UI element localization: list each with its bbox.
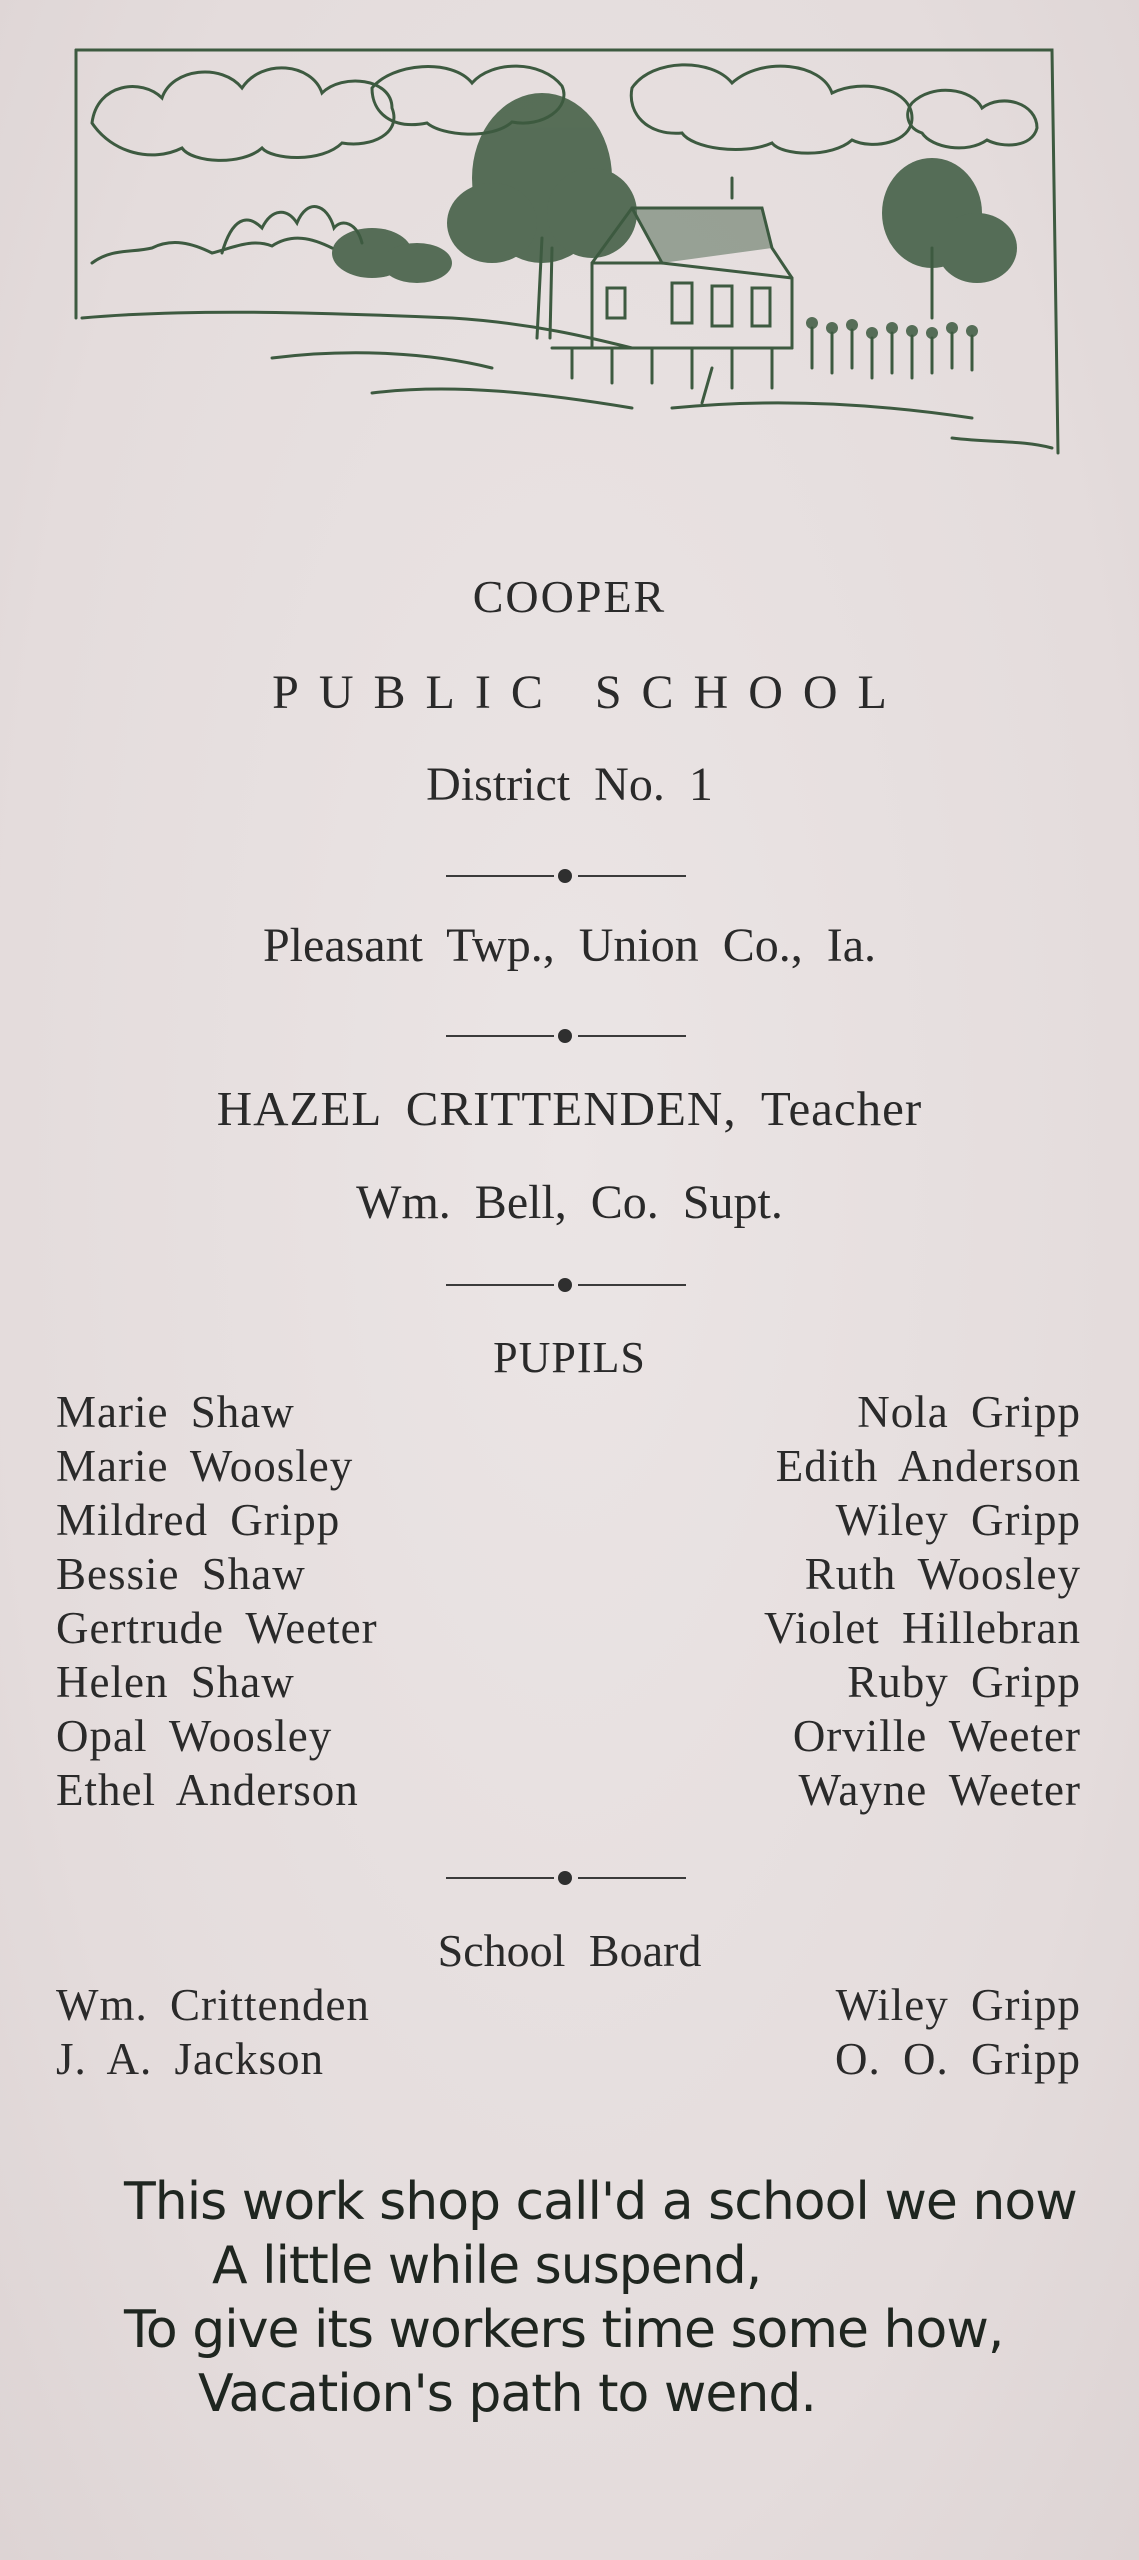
divider-dot-icon [558, 1278, 572, 1292]
poem-line: To give its workers time some how, [124, 2300, 1004, 2360]
pupil-name: Wayne Weeter [798, 1765, 1081, 1815]
board-member-name: Wm. Crittenden [56, 1980, 370, 2030]
dot-divider-1 [446, 866, 686, 886]
dot-divider-4 [446, 1868, 686, 1888]
pupil-row [56, 1439, 1081, 1493]
pupil-name: Bessie Shaw [56, 1549, 306, 1599]
dot-divider-3 [446, 1275, 686, 1295]
pupil-row [56, 1547, 1081, 1601]
pupils-list [56, 1385, 1081, 1817]
pupil-row [56, 1385, 1081, 1439]
board-member-name: Wiley Gripp [835, 1980, 1081, 2030]
board-member-name: J. A. Jackson [56, 2034, 324, 2084]
school-board-heading: School Board [437, 1925, 702, 1976]
divider-dot-icon [558, 1871, 572, 1885]
location: Pleasant Twp., Union Co., Ia. [262, 919, 877, 972]
schoolhouse-illustration [72, 48, 1062, 458]
divider-dot-icon [558, 869, 572, 883]
closing-poem [0, 2170, 1139, 2426]
pupil-name: Nola Gripp [857, 1387, 1081, 1437]
pupil-name: Opal Woosley [56, 1711, 333, 1761]
pupil-name: Mildred Gripp [56, 1495, 341, 1545]
poem-line: This work shop call'd a school we now [124, 2172, 1077, 2232]
board-row [56, 1978, 1081, 2032]
pupil-name: Marie Woosley [56, 1441, 354, 1491]
pupil-row [56, 1763, 1081, 1817]
pupil-row [56, 1709, 1081, 1763]
pupil-name: Wiley Gripp [835, 1495, 1081, 1545]
pupil-name: Ethel Anderson [56, 1765, 359, 1815]
pupil-name: Helen Shaw [56, 1657, 295, 1707]
school-type: PUBLIC SCHOOL [272, 666, 907, 719]
pupil-row [56, 1655, 1081, 1709]
pupil-name: Marie Shaw [56, 1387, 295, 1437]
pupil-row [56, 1493, 1081, 1547]
pupils-heading: PUPILS [493, 1333, 646, 1382]
board-member-name: O. O. Gripp [835, 2034, 1081, 2084]
poem-line: Vacation's path to wend. [198, 2364, 816, 2424]
pupil-row [56, 1601, 1081, 1655]
superintendent-line: Wm. Bell, Co. Supt. [356, 1176, 783, 1229]
dot-divider-2 [446, 1026, 686, 1046]
pupil-name: Edith Anderson [775, 1441, 1081, 1491]
school-name: COOPER [472, 571, 667, 622]
pupil-name: Violet Hillebran [764, 1603, 1081, 1653]
pupil-name: Orville Weeter [792, 1711, 1081, 1761]
pupil-name: Ruby Gripp [847, 1657, 1081, 1707]
teacher-line: HAZEL CRITTENDEN, Teacher [216, 1081, 923, 1136]
poem-line: A little while suspend, [212, 2236, 762, 2296]
pupil-name: Ruth Woosley [804, 1549, 1081, 1599]
divider-dot-icon [558, 1029, 572, 1043]
board-row [56, 2032, 1081, 2086]
school-board-list [56, 1978, 1081, 2086]
pupil-name: Gertrude Weeter [56, 1603, 378, 1653]
district: District No. 1 [426, 758, 713, 811]
